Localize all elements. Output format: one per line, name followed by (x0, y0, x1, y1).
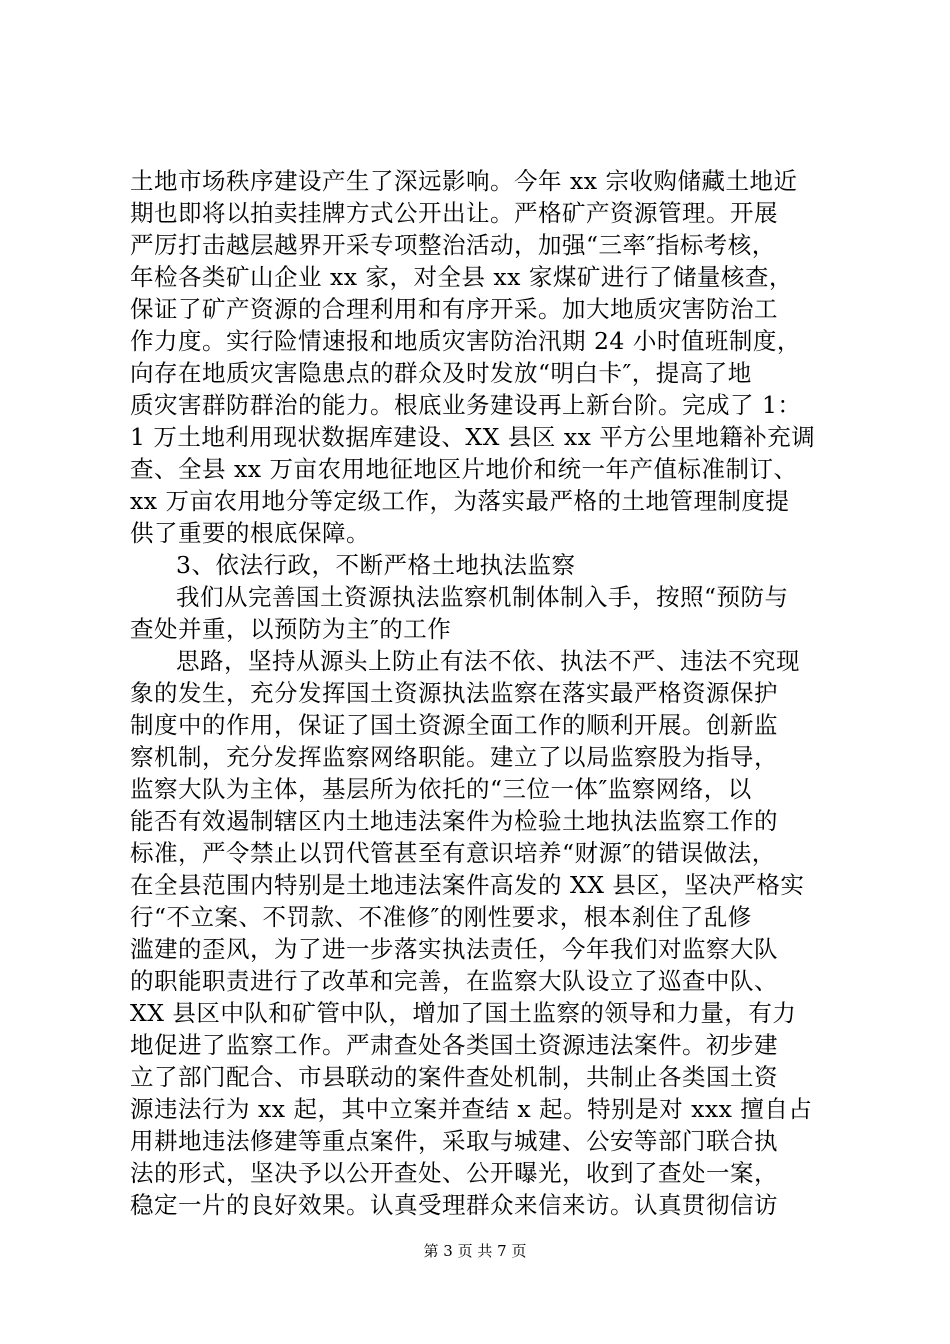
text-line-12: 供了重要的根底保障。 (130, 519, 370, 547)
body-text (130, 165, 830, 1221)
text-line-24: 行“不立案、不罚款、不准修″的刚性要求，根本刹住了乱修 (130, 903, 752, 931)
text-line-22: 标准，严令禁止以罚代管甚至有意识培养“财源″的错误做法， (130, 839, 776, 867)
text-line-30: 源违法行为 xx 起，其中立案并查结 x 起。特别是对 xxx 擅自占 (130, 1095, 813, 1123)
text-line-17: 象的发生，充分发挥国土资源执法监察在落实最严格资源保护 (130, 679, 778, 707)
text-line-5: 保证了矿产资源的合理利用和有序开采。加大地质灾害防治工 (130, 295, 778, 323)
text-line-33: 稳定一片的良好效果。认真受理群众来信来访。认真贯彻信访 (130, 1191, 778, 1219)
text-line-11: xx 万亩农用地分等定级工作，为落实最严格的土地管理制度提 (130, 487, 790, 515)
text-line-20: 监察大队为主体，基层所为依托的“三位一体″监察网络，以 (130, 775, 752, 803)
text-line-19: 察机制，充分发挥监察网络职能。建立了以局监察股为指导， (130, 743, 778, 771)
text-line-14: 我们从完善国土资源执法监察机制体制入手，按照“预防与 (176, 583, 789, 611)
text-line-18: 制度中的作用，保证了国土资源全面工作的顺利开展。创新监 (130, 711, 778, 739)
text-line-4: 年检各类矿山企业 xx 家，对全县 xx 家煤矿进行了储量核查， (130, 263, 793, 291)
text-line-31: 用耕地违法修建等重点案件，采取与城建、公安等部门联合执 (130, 1127, 778, 1155)
text-line-7: 向存在地质灾害隐患点的群众及时发放“明白卡″，提高了地 (130, 359, 752, 387)
text-line-26: 的职能职责进行了改革和完善，在监察大队设立了巡查中队、 (130, 967, 778, 995)
page-footer: 第 3 页 共 7 页 (423, 1242, 527, 1260)
text-line-2: 期也即将以拍卖挂牌方式公开出让。严格矿产资源管理。开展 (130, 199, 778, 227)
text-line-3: 严厉打击越层越界开采专项整治活动，加强“三率″指标考核， (130, 231, 776, 259)
text-line-28: 地促进了监察工作。严肃查处各类国土资源违法案件。初步建 (130, 1031, 778, 1059)
text-line-8: 质灾害群防群治的能力。根底业务建设再上新台阶。完成了 1： (130, 391, 802, 419)
text-line-27: XX 县区中队和矿管中队，增加了国土监察的领导和力量，有力 (130, 999, 797, 1027)
text-line-21: 能否有效遏制辖区内土地违法案件为检验土地执法监察工作的 (130, 807, 778, 835)
text-line-9: 1 万土地利用现状数据库建设、XX 县区 xx 平方公里地籍补充调 (130, 423, 816, 451)
text-line-16: 思路，坚持从源头上防止有法不依、执法不严、违法不究现 (176, 647, 800, 675)
text-line-29: 立了部门配合、市县联动的案件查处机制，共制止各类国土资 (130, 1063, 778, 1091)
text-line-1: 土地市场秩序建设产生了深远影响。今年 xx 宗收购储藏土地近 (130, 167, 798, 195)
section-heading: 3、依法行政，不断严格土地执法监察 (176, 551, 576, 579)
text-line-25: 滥建的歪风，为了进一步落实执法责任，今年我们对监察大队 (130, 935, 778, 963)
text-line-15: 查处并重，以预防为主″的工作 (130, 615, 452, 643)
text-line-6: 作力度。实行险情速报和地质灾害防治汛期 24 小时值班制度， (130, 327, 801, 355)
text-line-23: 在全县范围内特别是土地违法案件高发的 XX 县区，坚决严格实 (130, 871, 805, 899)
text-line-10: 查、全县 xx 万亩农用地征地区片地价和统一年产值标准制订、 (130, 455, 798, 483)
text-line-32: 法的形式，坚决予以公开查处、公开曝光，收到了查处一案， (130, 1159, 778, 1187)
